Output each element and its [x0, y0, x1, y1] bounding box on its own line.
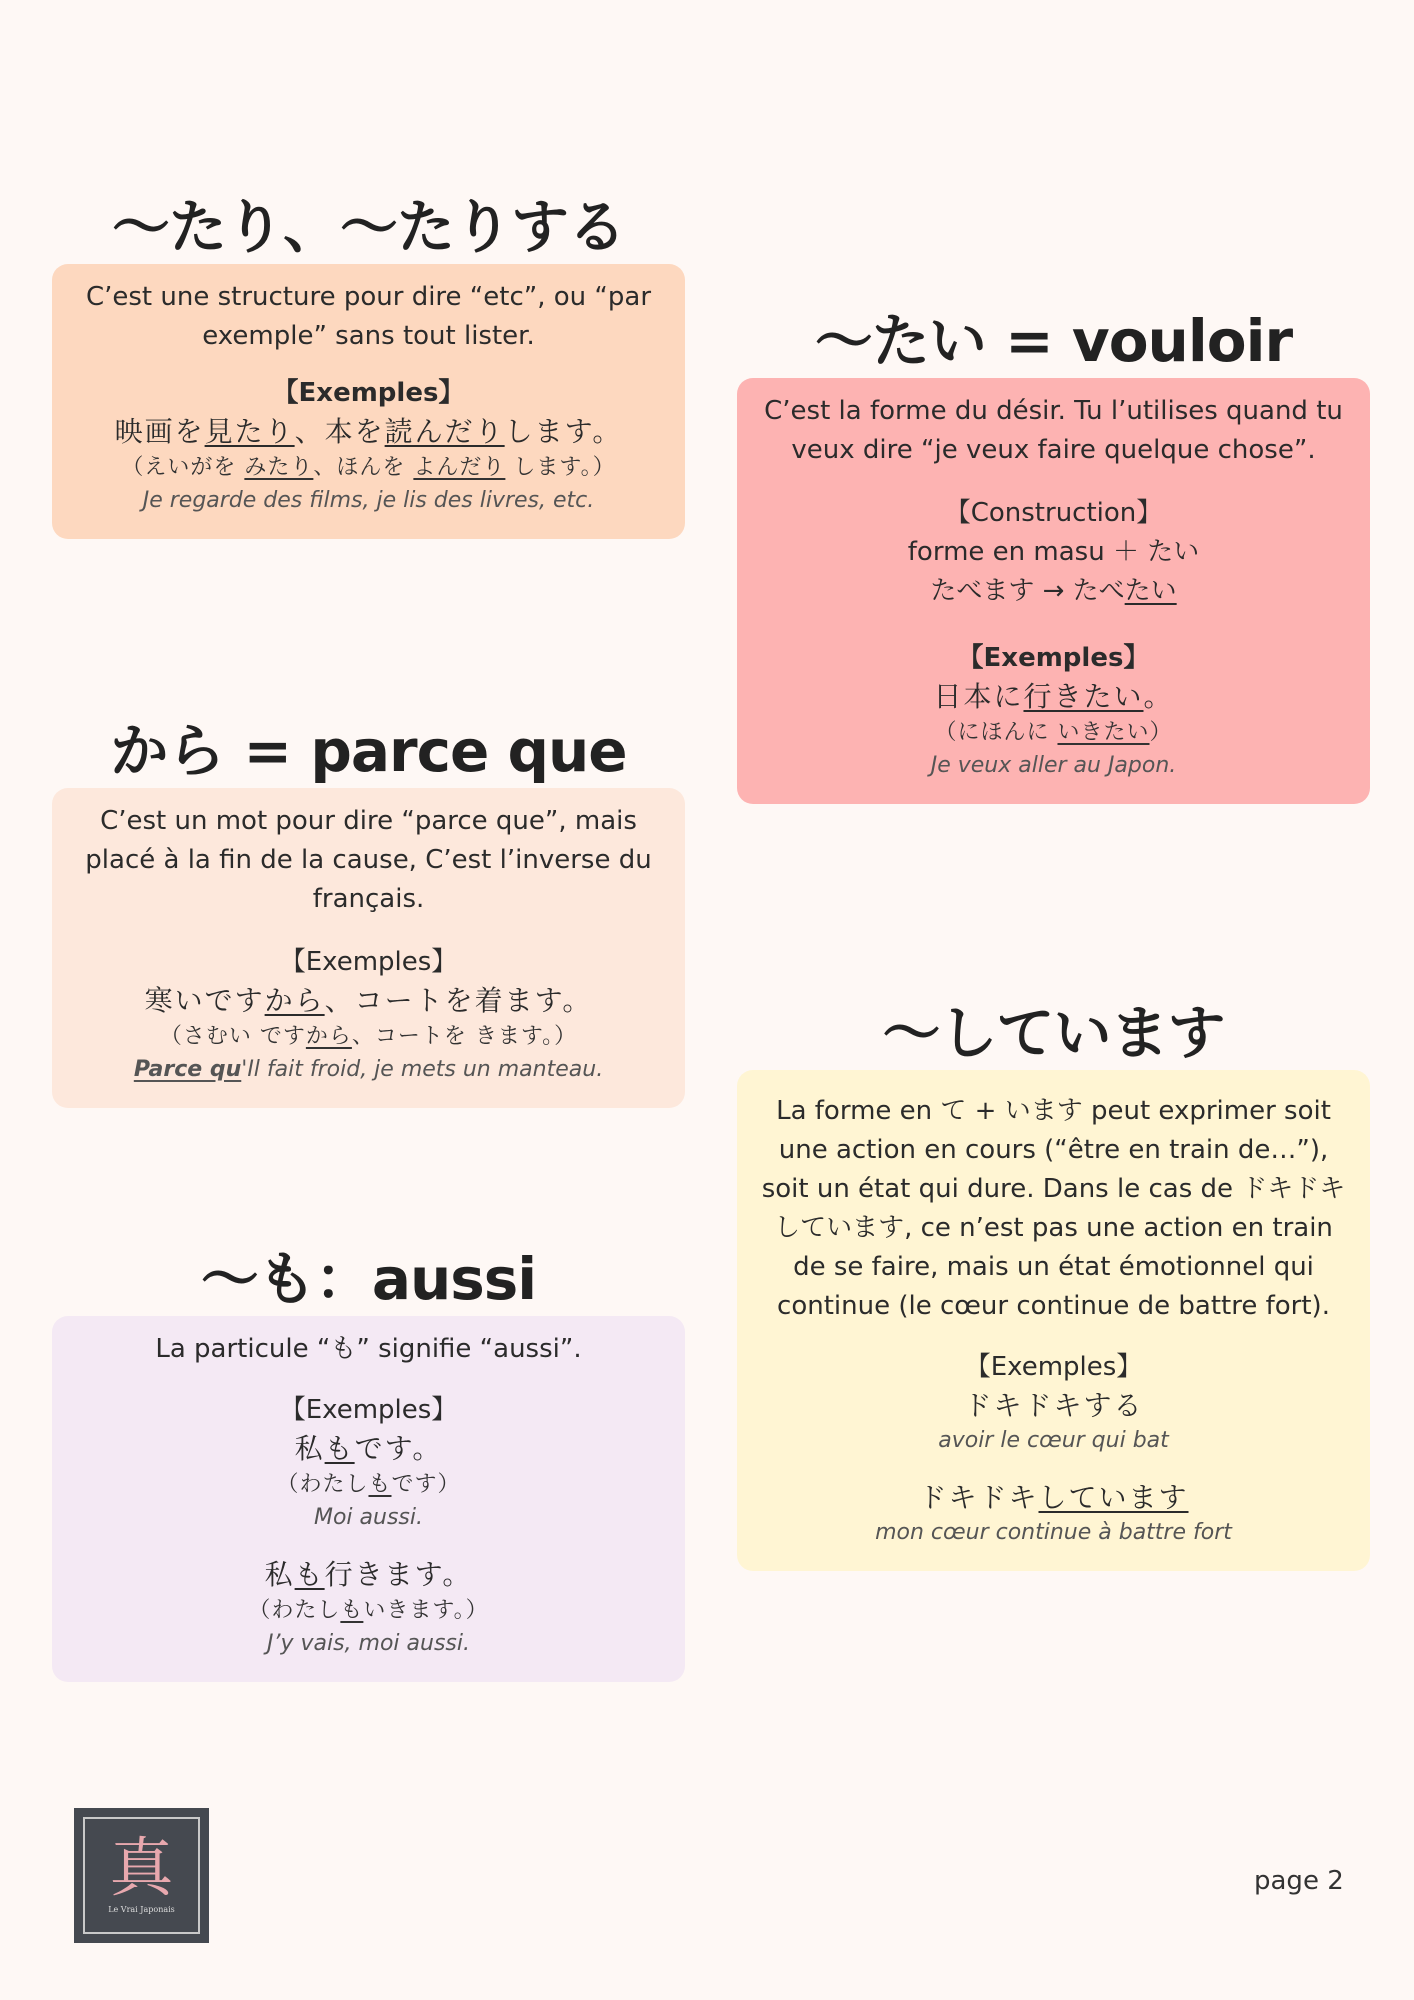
tai-construction-label: 【Construction】 [944, 498, 1163, 528]
heading-tari: 〜たり、〜たりする [111, 193, 625, 261]
mo-examples-label: 【Exemples】 [279, 1395, 458, 1425]
tari-examples-label: 【Exemples】 [272, 378, 465, 408]
section-tari [52, 193, 685, 539]
mo-example1-kana: （わたしもです） [276, 1472, 461, 1497]
logo [74, 1808, 209, 1943]
section-tai [737, 307, 1370, 804]
page-number: page 2 [1254, 1866, 1344, 1896]
heading-kara: から = parce que [110, 717, 627, 785]
tari-example-fr: Je regarde des films, je lis des livres, etc. [142, 488, 595, 513]
kara-examples-label: 【Exemples】 [279, 947, 458, 977]
tai-description: C’est la forme du désir. Tu l’utilises quand tu veux dire “je veux faire quelque chose”. [764, 396, 1343, 465]
card-tai [737, 378, 1370, 804]
logo-subtitle: Le Vrai Japonais [108, 1905, 175, 1914]
section-shite [737, 999, 1370, 1571]
card-shite [737, 1070, 1370, 1571]
kara-example-kana: （さむい ですから、コートを きます。） [159, 1024, 578, 1049]
logo-frame [83, 1817, 200, 1934]
shite-example1-jp: ドキドキする [963, 1389, 1144, 1422]
card-tari [52, 264, 685, 539]
section-mo [52, 1245, 685, 1682]
mo-description: La particule “も” signifie “aussi”. [155, 1334, 582, 1364]
heading-tai: 〜たい = vouloir [814, 307, 1293, 375]
heading-mo: 〜も：aussi [200, 1245, 537, 1313]
kara-example-jp: 寒いですから、コートを着ます。 [144, 984, 593, 1017]
shite-examples-label: 【Exemples】 [964, 1352, 1143, 1382]
mo-example2-kana: （わたしもいきます。） [248, 1598, 489, 1623]
shite-example2-fr: mon cœur continue à battre fort [875, 1520, 1232, 1545]
mo-example2-jp: 私も行きます。 [264, 1558, 473, 1591]
tai-example-kana: （にほんに いきたい） [934, 720, 1173, 745]
tai-examples-label: 【Exemples】 [957, 643, 1150, 673]
tai-example-jp: 日本に行きたい。 [933, 680, 1174, 713]
shite-example2-jp: ドキドキしています [918, 1481, 1189, 1514]
tari-example-jp: 映画を見たり、本を読んだりします。 [114, 415, 623, 448]
tari-description: C’est une structure pour dire “etc”, ou “par exemple” sans tout lister. [85, 282, 652, 351]
shite-description: La forme en て + います peut exprimer soit une action en cours (“être en train de…”), soit un état qui dure. Dans le cas de ドキドキしています, ce n’est pas une action en train de se faire, mais un état émotionnel qui continue (le cœur continue de battre fort). [761, 1096, 1346, 1321]
logo-kanji: 真 [109, 1832, 174, 1906]
tai-construction-example: たべます → たべたい [930, 576, 1177, 606]
kara-description: C’est un mot pour dire “parce que”, mais placé à la fin de la cause, C’est l’inverse du français. [85, 806, 652, 914]
mo-example1-fr: Moi aussi. [313, 1505, 423, 1530]
tai-example-fr: Je veux aller au Japon. [930, 753, 1177, 778]
mo-example1-jp: 私もです。 [294, 1432, 443, 1465]
tai-construction-line: forme en masu ＋ たい [907, 537, 1200, 567]
tari-example-kana: （えいがを みたり、ほんを よんだり します。） [121, 455, 616, 480]
card-mo [52, 1316, 685, 1682]
section-kara [52, 717, 685, 1108]
heading-shite: 〜しています [882, 999, 1225, 1067]
kara-example-fr: Parce qu'Il fait froid, je mets un manteau. [133, 1057, 604, 1082]
card-kara [52, 788, 685, 1108]
shite-example1-fr: avoir le cœur qui bat [938, 1428, 1169, 1453]
mo-example2-fr: J’y vais, moi aussi. [266, 1631, 470, 1656]
